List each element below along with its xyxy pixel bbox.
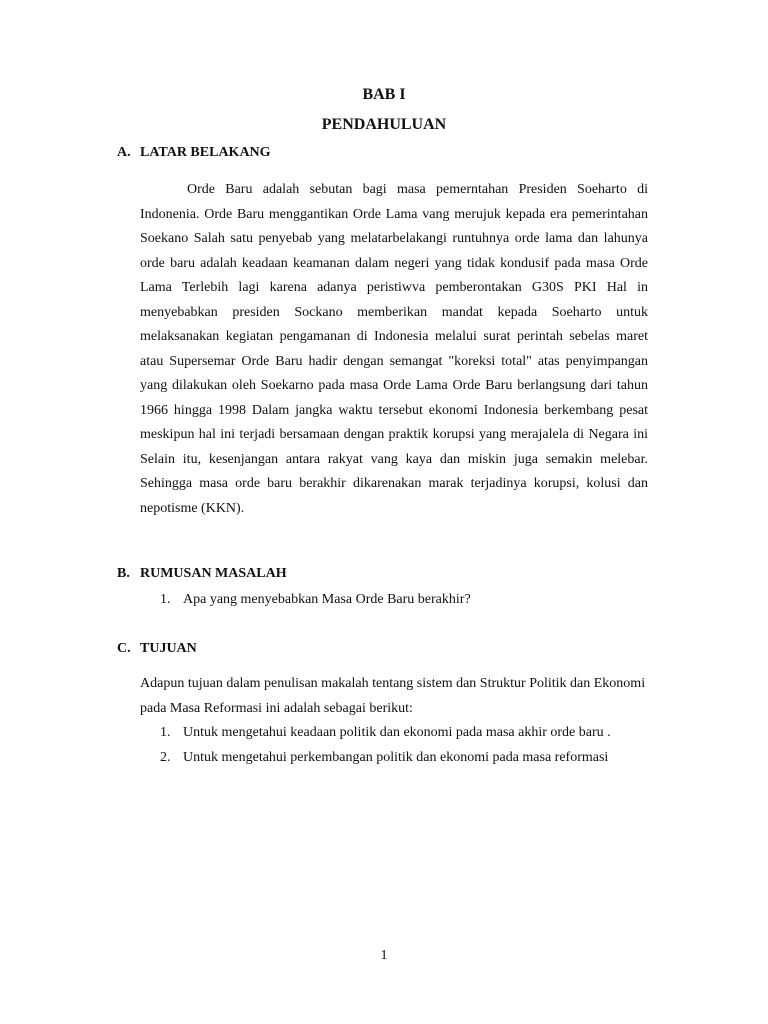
section-c-title: TUJUAN [140,641,197,656]
section-b-list [140,588,680,613]
page-number: 1 [380,948,388,963]
section-b-heading [117,566,287,582]
list-item-number: 1. [160,725,171,740]
chapter-title: PENDAHULUAN [321,116,447,133]
section-c-list [140,721,680,770]
list-item [140,721,680,746]
list-item-text: Apa yang menyebabkan Masa Orde Baru berakhir? [183,592,471,607]
list-item [140,588,680,613]
list-item-text: Untuk mengetahui perkembangan politik dan ekonomi pada masa reformasi [183,749,609,765]
section-a-heading [117,145,271,161]
section-c-letter: C. [117,641,131,656]
section-a-title: LATAR BELAKANG [140,145,271,160]
list-item-number: 2. [160,749,171,765]
list-item [140,746,680,771]
list-item-number: 1. [160,592,171,607]
section-a-paragraph: Orde Baru adalah sebutan bagi masa pemerntahan Presiden Soeharto di Indonenia. Orde Baru menggantikan Orde Lama vang merujuk kepada era pemerintahan Soekano Salah satu penyebab yang melatarbelakangi runtuhnya orde lama dan lahunya orde baru adalah keadaan keamanan dalam negeri yang tidak kondusif pada masa Orde Lama Terlebih lagi karena adanya peristiwva pemberontakan G30S PKI Hal in menyebabkan presiden Sockano memberikan mandat kepada Soeharto untuk melaksanakan kegiatan pengamanan di Indonesia melalui surat perintah sebelas maret atau Supersemar Orde Baru hadir dengan semangat "koreksi total" atas penyimpangan yang dilakukan oleh Soekarno pada masa Orde Lama Orde Baru berlangsung dari tahun 1966 hingga 1998 Dalam jangka waktu tersebut ekonomi Indonesia berkembang pesat meskipun hal ini terjadi bersamaan dengan praktik korupsi yang merajalela di Negara ini Selain itu, kesenjangan antara rakyat vang kaya dan miskin juga semakin melebar. Sehingga masa orde baru berakhir dikarenakan marak terjadinya korupsi, kolusi dan nepotisme (KKN). [140,182,648,516]
chapter-number: BAB I [362,86,406,103]
section-c-paragraph: Adapun tujuan dalam penulisan makalah tentang sistem dan Struktur Politik dan Ekonomi pada Masa Reformasi ini adalah sebagai berikut: [140,676,646,716]
list-item-text: Untuk mengetahui keadaan politik dan ekonomi pada masa akhir orde baru . [183,725,611,740]
section-b-title: RUMUSAN MASALAH [140,566,287,581]
section-c-heading [117,641,197,657]
section-b-letter: B. [117,566,130,581]
section-a-letter: A. [117,145,131,160]
